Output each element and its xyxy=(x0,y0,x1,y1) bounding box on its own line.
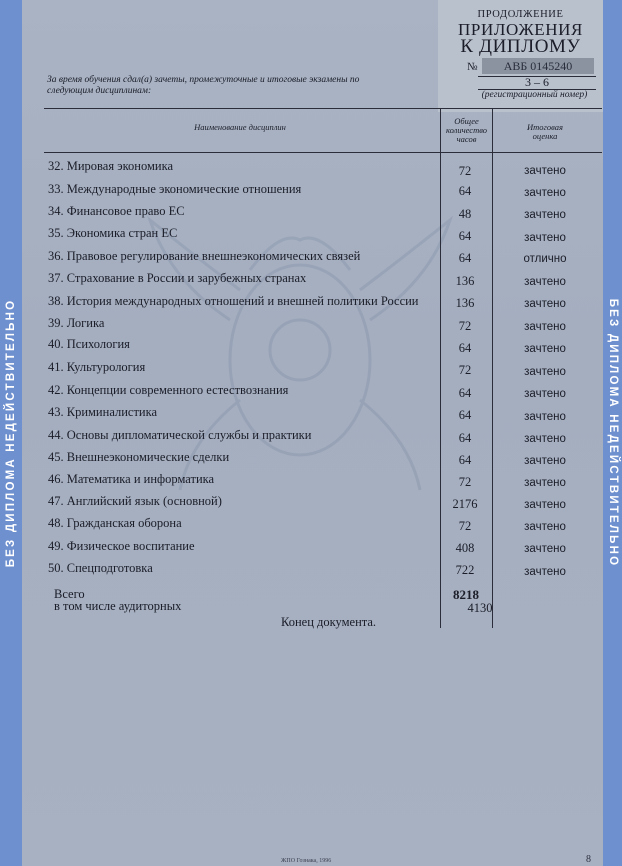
discipline-hours: 64 xyxy=(458,431,472,445)
discipline-grade: зачтено xyxy=(524,366,566,378)
discipline-grade: зачтено xyxy=(524,566,566,578)
discipline-hours: 48 xyxy=(458,207,472,221)
table-top-rule xyxy=(44,108,602,109)
discipline-grade: зачтено xyxy=(524,433,566,445)
discipline-name: 40. Психология xyxy=(48,337,130,351)
discipline-name: 48. Гражданская оборона xyxy=(48,516,182,530)
discipline-name: 44. Основы дипломатической службы и практики xyxy=(48,428,312,442)
column-header-grade-2: оценка xyxy=(532,131,558,141)
discipline-grade: зачтено xyxy=(524,543,566,555)
discipline-grade: зачтено xyxy=(524,411,566,423)
discipline-grade: зачтено xyxy=(524,187,566,199)
discipline-grade: зачтено xyxy=(524,321,566,333)
number-sign: № xyxy=(467,61,478,73)
discipline-hours: 72 xyxy=(458,164,472,178)
discipline-name: 36. Правовое регулирование внешнеэкономических связей xyxy=(48,249,361,263)
discipline-hours: 72 xyxy=(458,475,472,489)
discipline-hours: 2176 xyxy=(452,497,478,511)
discipline-name: 43. Криминалистика xyxy=(48,405,158,419)
discipline-hours: 72 xyxy=(458,519,472,533)
column-header-hours-1: Общее xyxy=(454,116,479,126)
left-strip-text: БЕЗ ДИПЛОМА НЕДЕЙСТВИТЕЛЬНО xyxy=(5,298,17,568)
discipline-hours: 136 xyxy=(455,274,475,288)
intro-text: За время обучения сдал(а) зачеты, промежуточные и итоговые экзамены по следующим дисциплинам: xyxy=(47,75,360,96)
registration-label: (регистрационный номер) xyxy=(481,90,588,100)
column-header-name: Наименование дисциплин xyxy=(194,122,286,132)
discipline-grade: зачтено xyxy=(524,165,566,177)
discipline-name: 50. Спецподготовка xyxy=(48,561,153,575)
continuation-label: ПРОДОЛЖЕНИЕ xyxy=(477,9,564,20)
discipline-hours: 64 xyxy=(458,184,472,198)
discipline-grade: зачтено xyxy=(524,209,566,221)
diploma-number: АВБ 0145240 xyxy=(482,58,594,74)
appendix-label: ПРИЛОЖЕНИЯ xyxy=(458,20,583,39)
discipline-name: 45. Внешнеэкономические сделки xyxy=(48,450,230,464)
discipline-grade: зачтено xyxy=(524,521,566,533)
total-label: Всего xyxy=(54,587,85,601)
right-security-strip xyxy=(603,0,622,866)
total-hours: 8218 xyxy=(453,587,479,602)
diploma-header-box xyxy=(438,0,603,112)
discipline-hours: 64 xyxy=(458,251,472,265)
discipline-hours: 722 xyxy=(455,563,475,577)
discipline-hours: 64 xyxy=(458,229,472,243)
discipline-name: 33. Международные экономические отношения xyxy=(48,182,302,196)
discipline-name: 35. Экономика стран ЕС xyxy=(48,226,178,240)
discipline-hours: 64 xyxy=(458,453,472,467)
discipline-hours: 64 xyxy=(458,386,472,400)
left-security-strip xyxy=(0,0,22,866)
discipline-name: 38. История международных отношений и внешней политики России xyxy=(48,294,419,308)
discipline-hours: 64 xyxy=(458,408,472,422)
end-of-document: Конец документа. xyxy=(281,615,377,629)
discipline-grade: зачтено xyxy=(524,388,566,400)
column-divider-2 xyxy=(492,108,493,628)
registration-number: 3 – 6 xyxy=(525,75,549,89)
to-diploma-label: К ДИПЛОМУ xyxy=(460,36,581,57)
column-header-hours-3: часов xyxy=(456,134,477,144)
discipline-name: 46. Математика и информатика xyxy=(48,472,215,486)
discipline-hours: 64 xyxy=(458,341,472,355)
discipline-hours: 72 xyxy=(458,363,472,377)
discipline-grade: зачтено xyxy=(524,455,566,467)
discipline-grade: зачтено xyxy=(524,232,566,244)
discipline-name: 37. Страхование в России и зарубежных странах xyxy=(48,271,307,285)
right-strip-text: БЕЗ ДИПЛОМА НЕДЕЙСТВИТЕЛЬНО xyxy=(606,298,619,568)
printer-imprint: ЖПО Гознака, 1996 xyxy=(281,858,332,864)
discipline-grade: зачтено xyxy=(524,298,566,310)
auditorium-hours: 4130 xyxy=(467,601,493,615)
discipline-hours: 72 xyxy=(458,319,472,333)
discipline-hours: 408 xyxy=(455,541,475,555)
column-header-grade-1: Итоговая xyxy=(527,122,563,132)
discipline-name: 41. Культурология xyxy=(48,360,146,374)
discipline-name: 39. Логика xyxy=(48,316,105,330)
discipline-grade: зачтено xyxy=(524,499,566,511)
discipline-name: 42. Концепции современного естествознания xyxy=(48,383,289,397)
column-header-hours-2: количество xyxy=(445,125,488,135)
discipline-grade: зачтено xyxy=(524,343,566,355)
discipline-hours: 136 xyxy=(455,296,475,310)
discipline-name: 32. Мировая экономика xyxy=(48,159,173,173)
discipline-name: 34. Финансовое право ЕС xyxy=(48,204,185,218)
discipline-name: 49. Физическое воспитание xyxy=(48,539,195,553)
discipline-grade: отлично xyxy=(523,253,567,265)
table-header-rule xyxy=(44,152,602,153)
discipline-grade: зачтено xyxy=(524,276,566,288)
corner-mark: 8 xyxy=(586,854,591,865)
discipline-name: 47. Английский язык (основной) xyxy=(48,494,222,508)
discipline-grade: зачтено xyxy=(524,477,566,489)
auditorium-label: в том числе аудиторных xyxy=(54,599,182,613)
